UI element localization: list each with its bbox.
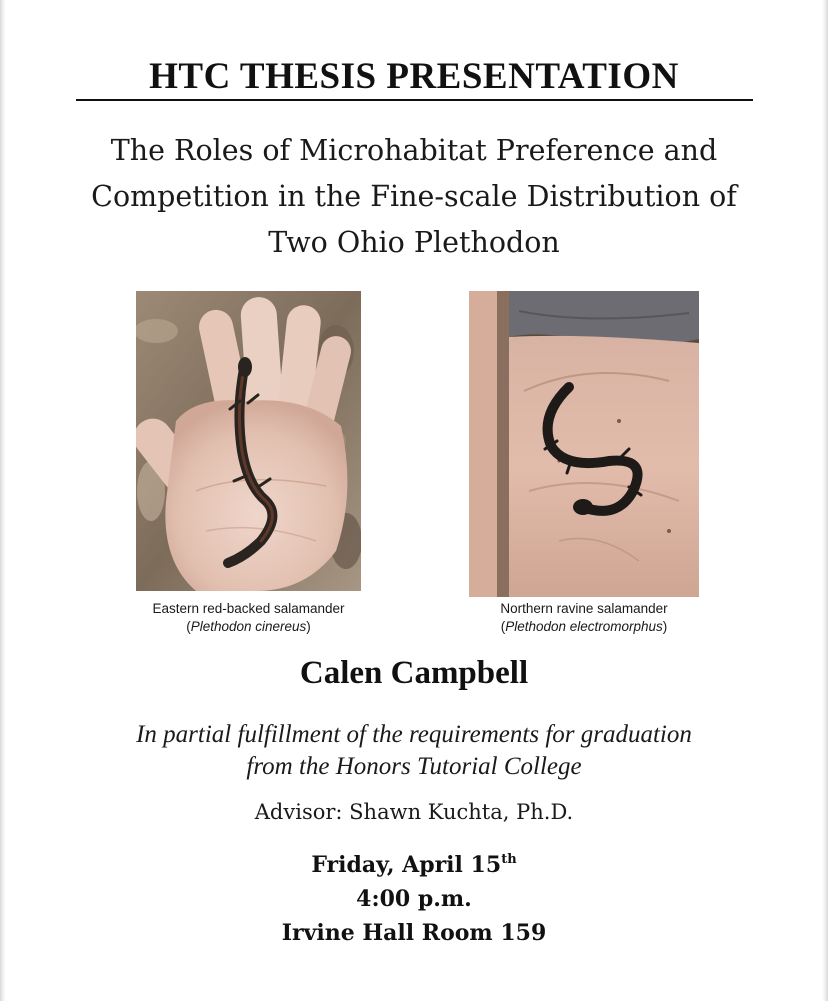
event-location: Irvine Hall Room 159	[281, 920, 547, 946]
thesis-title	[60, 128, 768, 266]
thesis-title-line-2: Competition in the Fine-scale Distribution of	[91, 180, 737, 213]
fulfillment-line-1: In partial fulfillment of the requirements for graduation	[136, 721, 692, 748]
event-date	[0, 848, 828, 882]
caption-scientific-name: (Plethodon cinereus)	[186, 619, 311, 634]
presenter-name: Calen Campbell	[299, 655, 529, 691]
fulfillment-line-2: from the Honors Tutorial College	[246, 753, 582, 780]
photo-ravine-salamander-art	[469, 291, 699, 597]
advisor-line: Advisor: Shawn Kuchta, Ph.D.	[254, 800, 574, 824]
caption-common-name: Eastern red-backed salamander	[152, 601, 345, 616]
thesis-title-line-3: Two Ohio Plethodon	[268, 226, 560, 259]
event-details	[0, 848, 828, 950]
photo-ravine-salamander	[469, 291, 699, 597]
thesis-title-line-1: The Roles of Microhabitat Preference and	[110, 134, 718, 167]
caption-common-name: Northern ravine salamander	[500, 601, 668, 616]
heading-rule	[76, 99, 753, 101]
caption-ravine-salamander	[450, 600, 718, 636]
caption-red-backed-salamander	[110, 600, 387, 636]
scientific-name-text: Plethodon cinereus	[190, 619, 307, 634]
photo-red-backed-salamander-art	[136, 291, 361, 591]
event-date-text: Friday, April 15	[311, 852, 502, 878]
event-time: 4:00 p.m.	[356, 886, 472, 912]
document-heading: HTC THESIS PRESENTATION	[149, 56, 679, 97]
event-date-suffix: th	[501, 852, 517, 867]
photo-red-backed-salamander	[136, 291, 361, 591]
fulfillment-statement	[60, 719, 768, 783]
scientific-name-text: Plethodon electromorphus	[505, 619, 663, 634]
caption-scientific-name: (Plethodon electromorphus)	[500, 619, 668, 634]
